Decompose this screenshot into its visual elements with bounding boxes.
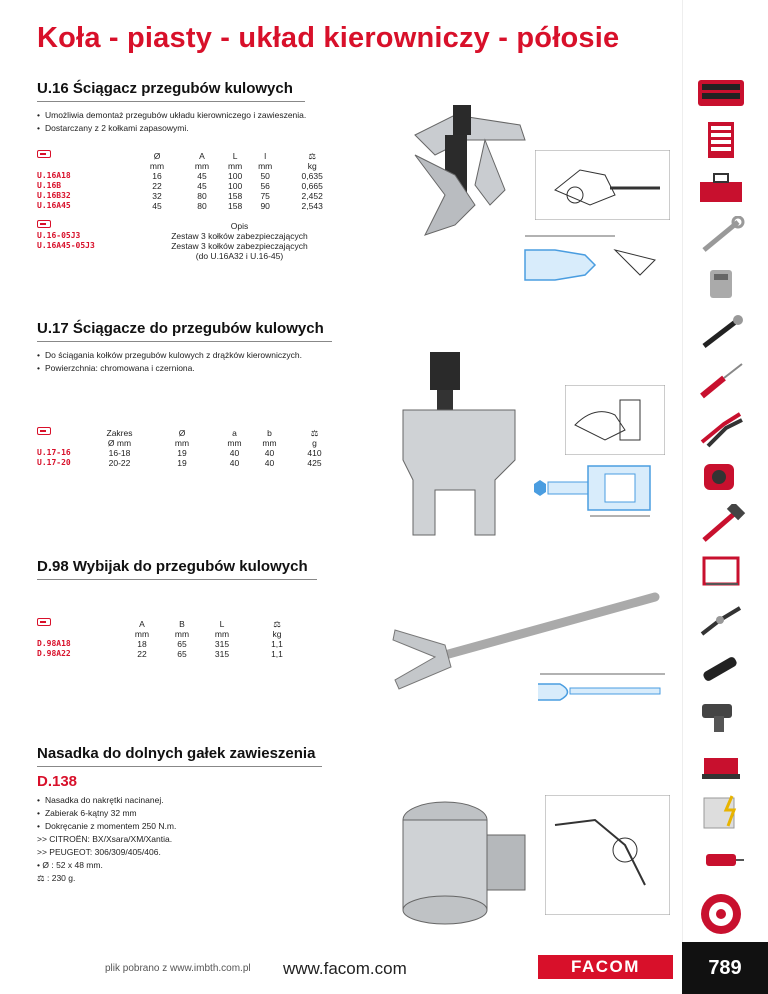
vise-icon[interactable] — [691, 742, 751, 786]
toolbox-icon[interactable] — [691, 166, 751, 210]
usage-diagram — [545, 795, 670, 915]
usage-diagram — [535, 150, 670, 220]
section-title: U.16 Ściągacz przegubów kulowych — [37, 80, 293, 97]
feature-item: • Umożliwia demontaż przegubów układu kierowniczego i zawieszenia. — [37, 109, 667, 122]
part-number: D.98A22 — [37, 649, 71, 658]
col-header: A — [139, 618, 145, 629]
divider — [37, 101, 305, 102]
section-u16 — [37, 80, 667, 135]
compatibility-line: >> PEUGEOT: 306/309/405/406. — [37, 847, 161, 857]
dimension-diagram — [515, 230, 665, 285]
u17-spec-table: Zakres Ø a b ⚖ Ø mm mm mm mm g U.17-16 16-18 19 40 40 410 U.17-20 20-22 19 40 40 425 — [37, 427, 342, 468]
d98-spec-table: A B L ⚖ mm mm mm kg D.98A18 18 65 315 1,1 D.98A22 22 65 315 1,1 — [37, 618, 312, 659]
hacksaw-icon[interactable] — [691, 550, 751, 594]
col-header: L — [232, 150, 238, 161]
ball-joint-extractor-image — [395, 350, 535, 540]
col-header: b — [267, 427, 272, 438]
feature-item: • Dokręcanie z momentem 250 N.m. — [37, 820, 667, 833]
page-title: Koła - piasty - układ kierowniczy - półosie — [37, 22, 620, 54]
compatibility-line: >> CITROËN: BX/Xsara/XM/Xantia. — [37, 834, 173, 844]
section-d98 — [37, 558, 667, 580]
flashlight-icon[interactable] — [691, 646, 751, 690]
col-header: Opis — [230, 220, 249, 231]
table-row[interactable]: U.16B32 32 80 158 75 2,452 — [37, 191, 323, 201]
usage-diagram — [565, 385, 665, 455]
tester-icon[interactable] — [691, 838, 751, 882]
reference-icon — [37, 150, 51, 158]
u16-spec-table — [37, 150, 342, 211]
divider — [37, 766, 322, 767]
socket-image — [395, 790, 535, 930]
feature-list — [37, 109, 667, 135]
ball-joint-puller-image — [395, 95, 535, 245]
col-header: Ø — [178, 427, 186, 438]
facom-logo: FACOM — [538, 955, 673, 979]
feature-list — [37, 349, 667, 375]
col-header: Zakres — [106, 427, 133, 438]
unit: mm — [194, 161, 210, 171]
section-u17 — [37, 320, 667, 375]
col-header: L — [219, 618, 225, 629]
col-header: ⚖ — [310, 427, 319, 438]
reference-icon — [37, 220, 51, 228]
u16-sets-table: Opis U.16-05J3 Zestaw 3 kołków zabezpieczających U.16A45-05J3 Zestaw 3 kołków zabezpieczających (do U.16A32 i U.16-45) — [37, 220, 347, 261]
diameter-icon: Ø — [42, 860, 49, 870]
reference-icon — [37, 427, 51, 435]
part-number: U.16A18 — [37, 171, 71, 180]
section-title: U.17 Ściągacze do przegubów kulowych — [37, 320, 324, 337]
table-row[interactable]: U.16A45-05J3 Zestaw 3 kołków zabezpieczających — [37, 241, 308, 251]
website-link[interactable]: www.facom.com — [283, 959, 407, 978]
automotive-category-icon[interactable] — [691, 892, 751, 936]
part-number: U.16A45-05J3 — [37, 241, 95, 250]
feature-item: • Powierzchnia: chromowana i czerniona. — [37, 362, 667, 375]
unit: kg — [307, 161, 317, 171]
part-number: D.98A18 — [37, 639, 71, 648]
pliers-icon[interactable] — [691, 406, 751, 450]
unit: mm — [258, 161, 273, 171]
weight-line: ⚖ : 230 g. — [37, 873, 76, 883]
tool-trolley-icon[interactable] — [691, 70, 751, 114]
feature-item: • Dostarczany z 2 kołkami zapasowymi. — [37, 122, 667, 135]
ratchet-icon[interactable] — [691, 310, 751, 354]
col-header: B — [179, 618, 185, 629]
feature-item: • Nasadka do nakrętki nacinanej. — [37, 794, 667, 807]
unit: mm — [228, 161, 243, 171]
page-number: 789 — [682, 942, 768, 994]
wrench-icon[interactable] — [691, 214, 751, 258]
table-row[interactable]: U.16A45 45 80 158 90 2,543 — [37, 201, 323, 211]
col-header: a — [232, 427, 237, 438]
table-row[interactable]: U.16A18 16 45 100 50 0,635 — [37, 171, 323, 181]
divider — [37, 341, 332, 342]
table-row[interactable]: U.17-16 16-18 19 40 40 410 — [37, 448, 322, 458]
hammer-icon[interactable] — [691, 502, 751, 546]
col-header: A — [199, 150, 205, 161]
table-row[interactable]: U.16-05J3 Zestaw 3 kołków zabezpieczających — [37, 231, 308, 241]
table-row[interactable]: D.98A18 18 65 315 1,1 — [37, 639, 283, 649]
part-number: D.138 — [37, 773, 78, 790]
screwdriver-icon[interactable] — [691, 358, 751, 402]
feature-item: • Zabierak 6-kątny 32 mm — [37, 807, 667, 820]
table-row[interactable]: U.17-20 20-22 19 40 40 425 — [37, 458, 322, 468]
col-header: Ø — [153, 150, 161, 161]
part-number: U.17-20 — [37, 458, 71, 467]
part-number: U.16A45 — [37, 201, 71, 210]
crimper-icon[interactable] — [691, 598, 751, 642]
feature-item: • Do ściągania kołków przegubów kulowych z drążków kierowniczych. — [37, 349, 667, 362]
section-title: Nasadka do dolnych gałek zawieszenia — [37, 745, 316, 762]
category-rail — [682, 0, 768, 994]
tool-cabinet-icon[interactable] — [691, 118, 751, 162]
tape-measure-icon[interactable] — [691, 454, 751, 498]
dimension-diagram — [530, 460, 670, 520]
impact-wrench-icon[interactable] — [691, 694, 751, 738]
col-header: ⚖ — [308, 150, 316, 161]
table-row[interactable]: D.98A22 22 65 315 1,1 — [37, 649, 283, 659]
section-title: D.98 Wybijak do przegubów kulowych — [37, 558, 308, 575]
weight-icon: ⚖ — [37, 873, 45, 883]
divider — [37, 579, 317, 580]
part-number: U.16B — [37, 181, 62, 190]
reference-icon — [37, 618, 51, 626]
dimension-diagram — [520, 670, 670, 715]
socket-icon[interactable] — [691, 262, 751, 306]
electrical-icon[interactable] — [691, 790, 751, 834]
col-header: l — [264, 150, 267, 161]
download-note: plik pobrano z www.imbth.com.pl — [105, 963, 251, 974]
part-number: U.16-05J3 — [37, 231, 81, 240]
table-row[interactable]: U.16B 22 45 100 56 0,665 — [37, 181, 323, 191]
dimension-line: • Ø : 52 x 48 mm. — [37, 860, 103, 870]
part-number: U.16B32 — [37, 191, 71, 200]
part-number: U.17-16 — [37, 448, 71, 457]
unit: mm — [149, 161, 165, 171]
col-header: ⚖ — [273, 618, 281, 629]
